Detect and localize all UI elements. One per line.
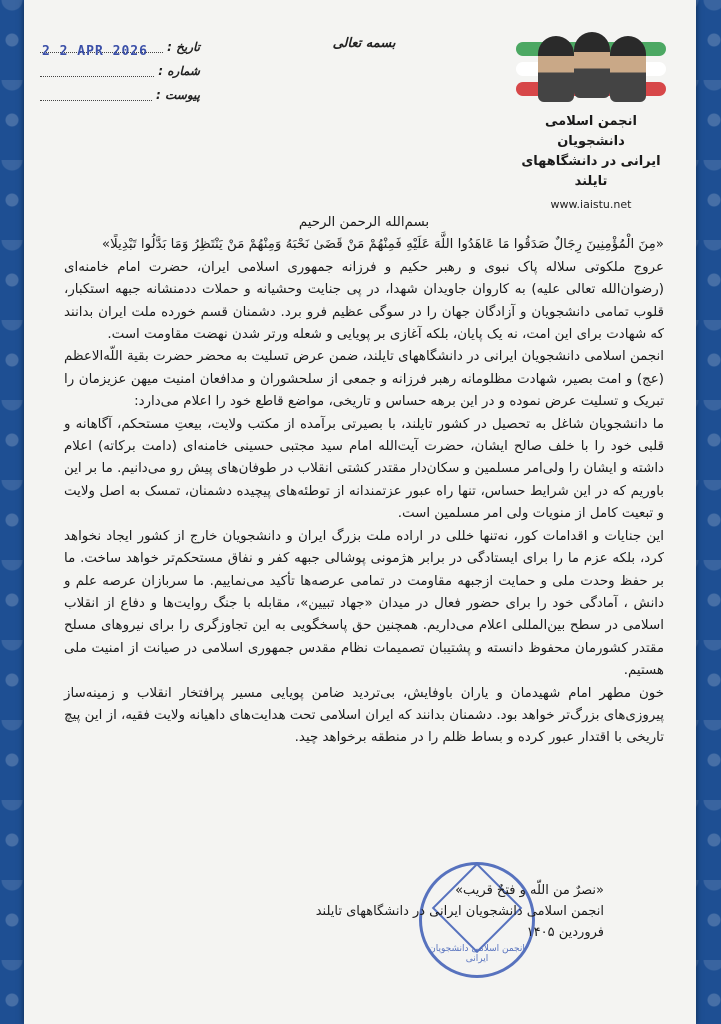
paragraph-4: این جنایات و اقدامات کور، نه‌تنها خللی در اراده ملت بزرگ ایران و دانشجویان خارج از کشور ایجاد نخواهد کرد، بلکه عزم ما را برای ایستادگی در برابر هژمونی پوشالی جبهه کفر و نفاق مستحکم‌تر خواهد ساخت. ما بر حفظ وحدت ملی و حمایت ازجبهه مقاومت در تمامی عرصه‌ها تأکید می‌نماییم. ما سربازان عرصه علم و دانش ، آمادگی خود را برای حضور فعال در میدان «جهاد تبیین»، مقابله با جنگ روایت‌ها و دفاع از انقلاب اسلامی در سطح بین‌المللی اعلام می‌داریم. همچنین حق پاسخگویی به این تجاوزگری را برای نیروهای مسلح مقتدر کشورمان محفوظ دانسته و پشتیبان تصمیمات نظام مقدس جمهوری اسلامی در صیانت از امنیت ملی هستیم.: [64, 528, 664, 679]
top-heading: بسمه تعالی: [332, 36, 396, 51]
seal-text: انجمن اسلامی دانشجویان ایرانی: [429, 944, 525, 964]
number-line: [40, 64, 154, 77]
org-name: [516, 112, 666, 192]
date-stamp: 2 2 APR 2026: [42, 44, 148, 59]
paragraph-3: ما دانشجویان شاغل به تحصیل در کشور تایلند، با بصیرتی برآمده از مکتب ولایت، بیعتِ مستحکم، آگاهانه و قلبی خود را با خلف صالح ایشان، حضرت آیت‌الله امام سید مجتبی حسینی خامنه‌ای (دامت برکاته) اعلام داشته و ایشان را ولی‌امر مسلمین و سکان‌دار مقتدر کشتی انقلاب در طوفان‌های پیش رو می‌دانیم. ما بر این باوریم که در این شرایط حساس، تنها راه عبور عزتمندانه از توطئه‌های پیچیده دشمنان، تمسک به اصل ولایت و تبعیت کامل از منویات ولی امر مسلمین است.: [64, 416, 664, 522]
attachment-label: پیوست :: [156, 88, 200, 102]
closing-date: فروردین ۱۴۰۵: [526, 925, 604, 940]
portrait-center: [574, 32, 610, 98]
paragraph-1: عروج ملکوتی سلاله پاک نبوی و رهبر حکیم و فرزانه جمهوری اسلامی ایران، حضرت امام خامنه‌ای (رضوان‌الله تعالی علیه) به کاروان جاویدان شهدا، در پی جنایت وحشیانه و حملات ددمنشانه جبهه استکبار، قلوب تمامی دانشجویان و آزادگان جهان را در سوگی عظیم فرو برد. دشمنان قسم خورده ملت ایران بدانند که شهادت برای این امت، نه یک پایان، بلکه آغازی بر پویایی و شعله ورتر شدن نهضت مقاومت است.: [64, 259, 664, 343]
signature-line: انجمن اسلامی دانشجویان ایرانی در دانشگاههای تایلند: [315, 904, 604, 919]
paragraph-2: انجمن اسلامی دانشجویان ایرانی در دانشگاههای تایلند، ضمن عرض تسلیت به محضر حضرت بقیة اللّه‌الاعظم (عج) و امت بصیر، شهادت مظلومانه رهبر فرزانه و جمعی از سلحشوران و مدافعان امنیت میهن عزیزمان را تبریک و تسلیت عرض نموده و در این برهه حساس و تاریخی، مواضع قاطع خود را اعلام می‌دارد:: [64, 349, 664, 410]
closing-slogan: «نصرٌ من اللّه و فتحٌ قریب»: [455, 883, 604, 898]
letter-body: [64, 212, 664, 750]
org-name-line1: انجمن اسلامی دانشجویان: [545, 114, 637, 149]
org-website: www.iaistu.net: [550, 198, 632, 211]
org-name-line2: ایرانی در دانشگاههای تایلند: [521, 154, 661, 189]
attachment-row: [40, 88, 200, 112]
bismillah: بسم‌الله الرحمن الرحیم: [298, 215, 430, 230]
flag-banner: [516, 28, 666, 108]
organization-logo: [516, 28, 666, 211]
paragraph-5: خون مطهر امام شهیدمان و یاران باوفایش، بی‌تردید ضامن پویایی مسیر پرافتخار انقلاب و زمینه‌ساز پیروزی‌های بزرگ‌تر خواهد بود. دشمنان بدانند که ایران اسلامی تحت هدایت‌های داهیانه ولایت فقیه، از این پیچ تاریخی با اقتدار عبور کرده و بساط ظلم را در منطقه برخواهد چید.: [64, 685, 664, 746]
letter-closing: [304, 880, 604, 943]
number-row: [40, 64, 200, 88]
quran-verse: «مِنَ الْمُؤْمِنِينَ رِجَالٌ صَدَقُوا مَا عَاهَدُوا اللَّهَ عَلَيْهِ فَمِنْهُمْ مَنْ قَضَىٰ نَحْبَهُ وَمِنْهُمْ مَنْ يَنْتَظِرُ وَمَا بَدَّلُوا تَبْدِيلًا»: [101, 237, 664, 253]
portrait-right: [610, 36, 646, 102]
date-label: تاریخ :: [167, 40, 200, 54]
number-label: شماره :: [158, 64, 200, 78]
attachment-line: [40, 88, 152, 101]
letter-page: [24, 0, 696, 1024]
portrait-left: [538, 36, 574, 102]
